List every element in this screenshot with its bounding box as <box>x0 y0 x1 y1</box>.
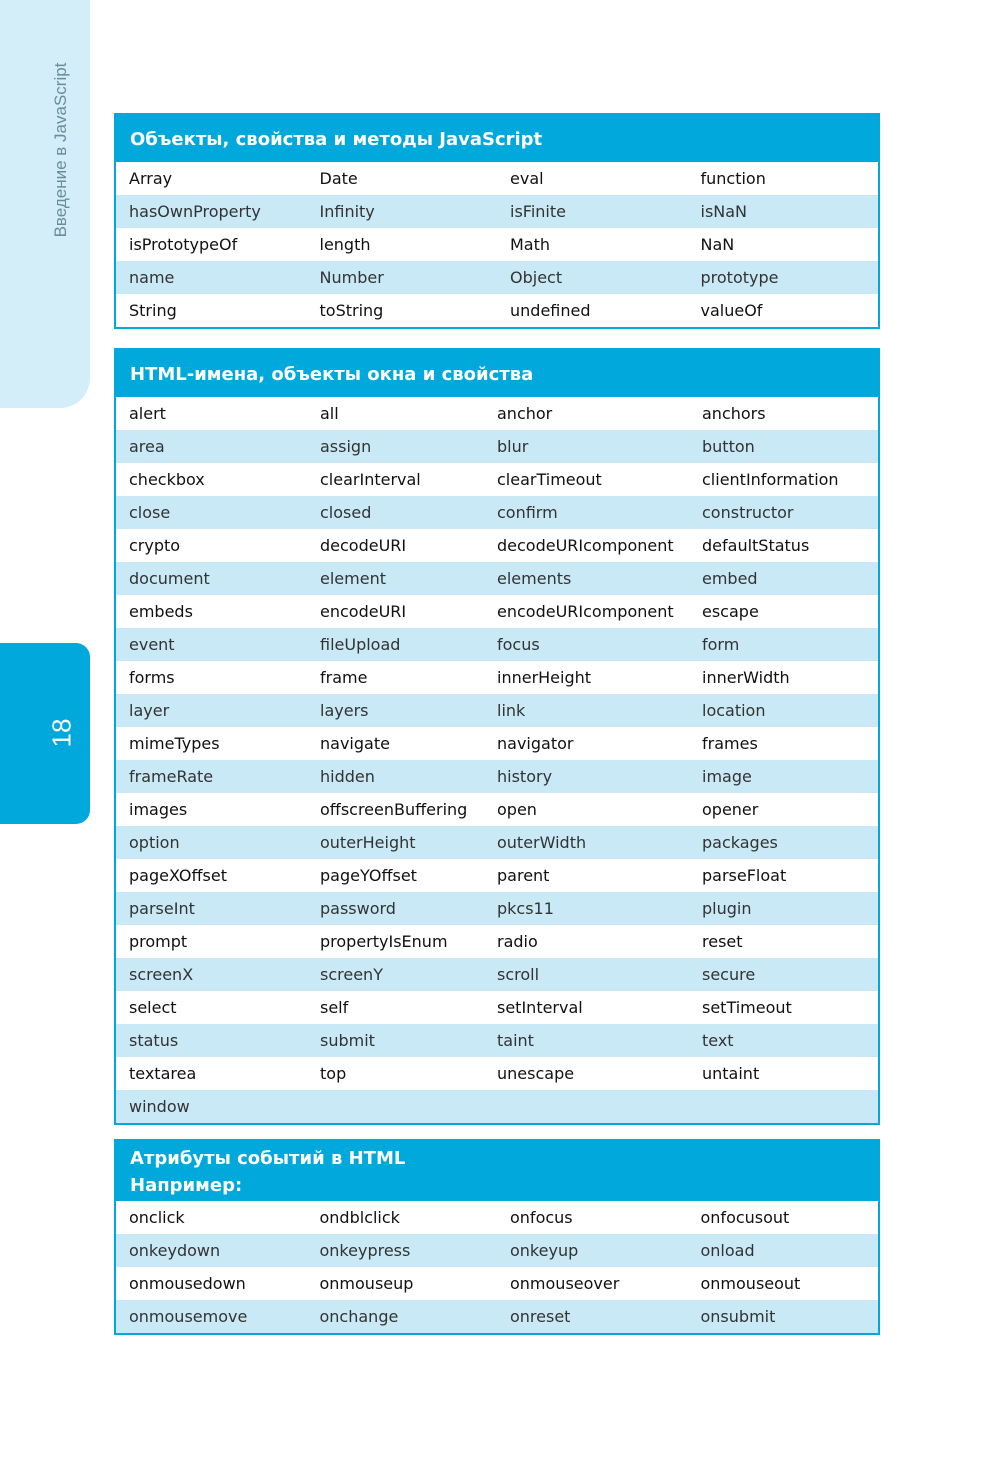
table-row <box>116 463 878 496</box>
table-subtitle: Например: <box>130 1175 243 1196</box>
table-row <box>116 261 878 294</box>
table-cell: hasOwnProperty <box>129 202 261 221</box>
table-cell: frames <box>702 734 758 753</box>
table-cell: untaint <box>702 1064 760 1083</box>
table-row <box>116 958 878 991</box>
table-cell: clientInformation <box>702 470 839 489</box>
table-cell: navigator <box>497 734 574 753</box>
table-cell: prototype <box>700 268 779 287</box>
table-cell: window <box>129 1097 190 1116</box>
table-cell: textarea <box>129 1064 197 1083</box>
table-title <box>116 1141 878 1201</box>
js-objects-table <box>114 113 880 329</box>
table-cell: layers <box>320 701 369 720</box>
table-cell: clearTimeout <box>497 470 602 489</box>
table-cell: event <box>129 635 175 654</box>
table-cell: unescape <box>497 1064 575 1083</box>
table-cell: secure <box>702 965 756 984</box>
table-cell: status <box>129 1031 179 1050</box>
table-cell: defaultStatus <box>702 536 810 555</box>
table-cell: form <box>702 635 740 654</box>
table-cell: all <box>320 404 339 423</box>
table-cell: top <box>320 1064 347 1083</box>
table-cell: encodeURI <box>320 602 407 621</box>
table-cell: valueOf <box>700 301 763 320</box>
table-cell: function <box>700 169 766 188</box>
table-cell: pkcs11 <box>497 899 554 918</box>
table-cell: history <box>497 767 553 786</box>
table-cell: eval <box>510 169 544 188</box>
table-cell: hidden <box>320 767 375 786</box>
table-cell: close <box>129 503 171 522</box>
table-cell: closed <box>320 503 372 522</box>
table-cell: onkeyup <box>510 1241 579 1260</box>
table-row <box>116 162 878 195</box>
table-title-text: Объекты, свойства и методы JavaScript <box>130 129 543 150</box>
table-cell: embed <box>702 569 758 588</box>
table-cell: prompt <box>129 932 188 951</box>
table-cell: frameRate <box>129 767 214 786</box>
table-row <box>116 628 878 661</box>
table-cell: text <box>702 1031 734 1050</box>
table-cell: mimeTypes <box>129 734 220 753</box>
table-row <box>116 496 878 529</box>
table-body <box>116 162 878 327</box>
table-title-text: Атрибуты событий в HTML <box>130 1148 406 1169</box>
table-cell: parent <box>497 866 550 885</box>
table-row <box>116 294 878 327</box>
table-cell: onsubmit <box>700 1307 776 1326</box>
table-cell: ondblclick <box>319 1208 400 1227</box>
table-cell: screenX <box>129 965 194 984</box>
table-cell: String <box>129 301 177 320</box>
table-cell: isFinite <box>510 202 566 221</box>
table-cell: encodeURIcomponent <box>497 602 674 621</box>
table-cell: setTimeout <box>702 998 792 1017</box>
table-cell: length <box>319 235 371 254</box>
table-cell: pageYOffset <box>320 866 417 885</box>
table-cell: onmouseup <box>319 1274 414 1293</box>
html-names-table <box>114 348 880 1125</box>
table-cell: location <box>702 701 766 720</box>
table-cell: name <box>129 268 175 287</box>
table-cell: document <box>129 569 210 588</box>
table-row <box>116 1201 878 1234</box>
table-cell: submit <box>320 1031 375 1050</box>
table-cell: checkbox <box>129 470 205 489</box>
table-row <box>116 1267 878 1300</box>
page-number-tab <box>0 643 90 824</box>
table-cell: option <box>129 833 180 852</box>
page-number: 18 <box>46 718 77 748</box>
table-cell: area <box>129 437 165 456</box>
table-row <box>116 1024 878 1057</box>
table-title <box>116 115 878 162</box>
chapter-title: Введение в JavaScript <box>51 62 70 238</box>
table-cell: onload <box>700 1241 755 1260</box>
table-cell: opener <box>702 800 759 819</box>
table-cell: forms <box>129 668 175 687</box>
table-cell: taint <box>497 1031 534 1050</box>
table-row <box>116 1300 878 1333</box>
table-cell: button <box>702 437 755 456</box>
table-row <box>116 1234 878 1267</box>
table-cell: onkeydown <box>129 1241 221 1260</box>
table-cell: assign <box>320 437 372 456</box>
table-cell: undefined <box>510 301 591 320</box>
table-row <box>116 793 878 826</box>
table-cell: outerWidth <box>497 833 587 852</box>
table-cell: constructor <box>702 503 794 522</box>
table-cell: isPrototypeOf <box>129 235 238 254</box>
table-cell: confirm <box>497 503 558 522</box>
table-cell: Number <box>319 268 384 287</box>
table-cell: setInterval <box>497 998 583 1017</box>
table-row <box>116 991 878 1024</box>
table-cell: focus <box>497 635 540 654</box>
table-cell: anchors <box>702 404 766 423</box>
table-cell: fileUpload <box>320 635 401 654</box>
table-cell: layer <box>129 701 170 720</box>
table-cell: navigate <box>320 734 390 753</box>
table-row <box>116 925 878 958</box>
table-cell: elements <box>497 569 572 588</box>
table-cell: decodeURI <box>320 536 407 555</box>
table-body <box>116 397 878 1123</box>
table-cell: blur <box>497 437 529 456</box>
table-cell: open <box>497 800 537 819</box>
table-cell: packages <box>702 833 778 852</box>
table-cell: onchange <box>319 1307 399 1326</box>
table-row <box>116 661 878 694</box>
table-cell: onmouseout <box>700 1274 801 1293</box>
table-cell: escape <box>702 602 759 621</box>
table-cell: toString <box>319 301 384 320</box>
table-row <box>116 430 878 463</box>
table-cell: reset <box>702 932 743 951</box>
table-cell: anchor <box>497 404 553 423</box>
table-row <box>116 892 878 925</box>
html-events-table <box>114 1139 880 1335</box>
table-cell: images <box>129 800 188 819</box>
table-cell: onmouseover <box>510 1274 620 1293</box>
table-row <box>116 760 878 793</box>
table-cell: isNaN <box>700 202 748 221</box>
table-row <box>116 727 878 760</box>
table-cell: propertyIsEnum <box>320 932 448 951</box>
table-cell: plugin <box>702 899 752 918</box>
table-cell: Array <box>129 169 173 188</box>
table-cell: outerHeight <box>320 833 416 852</box>
table-cell: clearInterval <box>320 470 421 489</box>
table-row <box>116 859 878 892</box>
table-cell: onmousedown <box>129 1274 246 1293</box>
table-cell: decodeURIcomponent <box>497 536 674 555</box>
table-row <box>116 694 878 727</box>
table-cell: frame <box>320 668 368 687</box>
table-cell: offscreenBuffering <box>320 800 468 819</box>
table-row <box>116 1090 878 1123</box>
table-cell: onfocus <box>510 1208 573 1227</box>
table-row <box>116 562 878 595</box>
table-cell: scroll <box>497 965 540 984</box>
table-cell: innerHeight <box>497 668 592 687</box>
table-cell: onclick <box>129 1208 185 1227</box>
table-cell: password <box>320 899 396 918</box>
table-cell: embeds <box>129 602 193 621</box>
table-row <box>116 1057 878 1090</box>
table-cell: crypto <box>129 536 181 555</box>
table-cell: Math <box>510 235 551 254</box>
table-row <box>116 595 878 628</box>
chapter-tab <box>0 0 90 408</box>
table-cell: self <box>320 998 349 1017</box>
table-cell: element <box>320 569 386 588</box>
table-cell: Date <box>319 169 358 188</box>
table-cell: NaN <box>700 235 735 254</box>
table-row <box>116 195 878 228</box>
table-row <box>116 826 878 859</box>
table-cell: parseInt <box>129 899 195 918</box>
table-cell: onfocusout <box>700 1208 790 1227</box>
table-title-text: HTML-имена, объекты окна и свойства <box>130 364 534 385</box>
table-body <box>116 1201 878 1333</box>
table-cell: radio <box>497 932 538 951</box>
table-cell: screenY <box>320 965 383 984</box>
table-cell: alert <box>129 404 166 423</box>
table-cell: image <box>702 767 752 786</box>
table-cell: link <box>497 701 526 720</box>
table-cell: onkeypress <box>319 1241 411 1260</box>
table-cell: pageXOffset <box>129 866 227 885</box>
table-cell: select <box>129 998 177 1017</box>
table-cell: parseFloat <box>702 866 787 885</box>
table-cell: onmousemove <box>129 1307 248 1326</box>
table-title <box>116 350 878 397</box>
table-row <box>116 397 878 430</box>
table-cell: Infinity <box>319 202 375 221</box>
table-row <box>116 228 878 261</box>
table-cell: innerWidth <box>702 668 790 687</box>
table-row <box>116 529 878 562</box>
table-cell: Object <box>510 268 563 287</box>
table-cell: onreset <box>510 1307 571 1326</box>
